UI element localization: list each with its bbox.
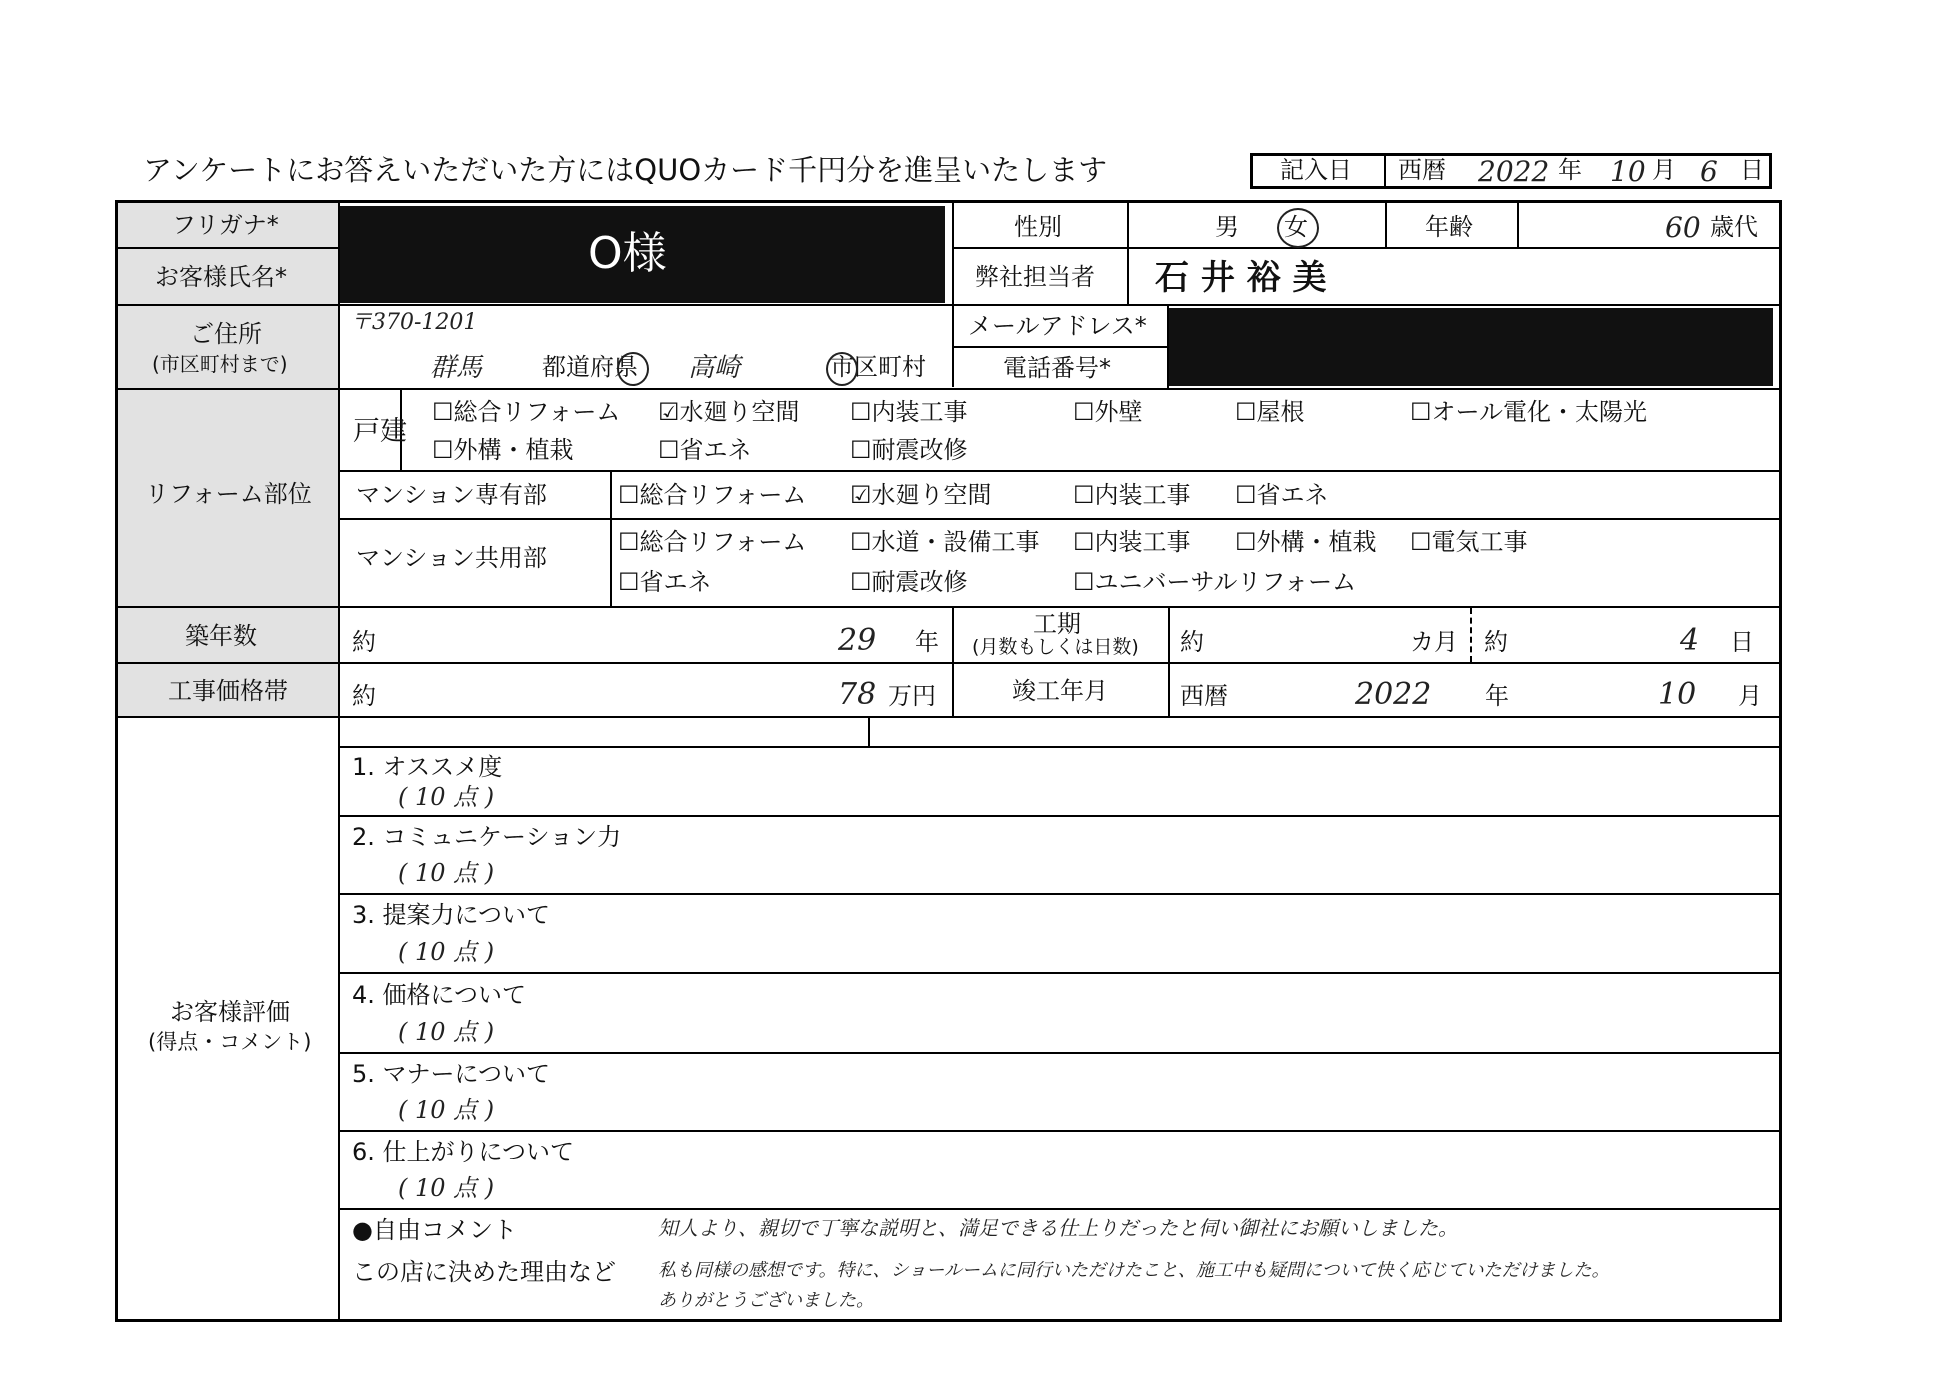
condo-common-label: マンション共用部 bbox=[356, 544, 547, 572]
condo-common-opt-6[interactable]: ☐省エネ bbox=[618, 568, 712, 596]
eval-item-4-title: 4. 価格について bbox=[352, 981, 527, 1009]
age-unit: 歳代 bbox=[1710, 213, 1758, 241]
entry-date-day: 6 bbox=[1700, 155, 1718, 188]
prefecture-label: 都道府県 bbox=[542, 353, 638, 381]
customer-name-value: O様 bbox=[588, 228, 667, 279]
entry-date-era: 西暦 bbox=[1398, 156, 1446, 184]
condo-common-opt-2[interactable]: ☐水道・設備工事 bbox=[850, 528, 1040, 556]
detached-opt-8[interactable]: ☐省エネ bbox=[658, 436, 752, 464]
detached-opt-1[interactable]: ☐総合リフォーム bbox=[432, 398, 621, 426]
eval-item-6-title: 6. 仕上がりについて bbox=[352, 1138, 575, 1166]
eval-item-5-title: 5. マナーについて bbox=[352, 1060, 551, 1088]
period-sub-label: (月数もしくは日数) bbox=[972, 636, 1139, 658]
gender-label: 性別 bbox=[1014, 213, 1062, 241]
detached-opt-6[interactable]: ☐オール電化・太陽光 bbox=[1410, 398, 1648, 426]
eval-item-1-score: ( 10 点 ) bbox=[398, 783, 495, 811]
entry-date-year: 2022 bbox=[1478, 155, 1550, 188]
gender-female: 女 bbox=[1284, 213, 1308, 241]
city-label: 市区町村 bbox=[830, 353, 926, 381]
completion-month: 10 bbox=[1658, 677, 1697, 712]
detached-opt-2[interactable]: ☑水廻り空間 bbox=[658, 398, 800, 426]
completion-label: 竣工年月 bbox=[1012, 677, 1108, 705]
condo-common-opt-4[interactable]: ☐外構・植栽 bbox=[1235, 528, 1377, 556]
address-sub-label: (市区町村まで) bbox=[152, 352, 288, 376]
customer-name-label: お客様氏名* bbox=[155, 263, 287, 291]
contact-redaction bbox=[1169, 308, 1773, 386]
furigana-label: フリガナ* bbox=[172, 211, 279, 239]
evaluation-label: お客様評価 bbox=[170, 998, 290, 1026]
completion-year: 2022 bbox=[1355, 677, 1432, 712]
eval-item-3-score: ( 10 点 ) bbox=[398, 938, 495, 966]
detached-opt-5[interactable]: ☐屋根 bbox=[1235, 398, 1305, 426]
condo-common-opt-8[interactable]: ☐ユニバーサルリフォーム bbox=[1073, 568, 1357, 596]
survey-notice: アンケートにお答えいただいた方にはQUOカード千円分を進呈いたします bbox=[143, 153, 1108, 187]
comment-line-1: 知人より、親切で丁寧な説明と、満足できる仕上りだったと伺い御社にお願いしました。 bbox=[658, 1216, 1458, 1240]
age-label: 年齢 bbox=[1425, 213, 1473, 241]
condo-private-label: マンション専有部 bbox=[356, 481, 547, 509]
eval-item-1-title: 1. オススメ度 bbox=[352, 753, 503, 781]
period-days-value: 4 bbox=[1680, 623, 1700, 658]
detached-opt-4[interactable]: ☐外壁 bbox=[1073, 398, 1143, 426]
email-label: メールアドレス* bbox=[968, 312, 1147, 340]
eval-item-2-score: ( 10 点 ) bbox=[398, 859, 495, 887]
condo-common-opt-7[interactable]: ☐耐震改修 bbox=[850, 568, 968, 596]
detached-opt-9[interactable]: ☐耐震改修 bbox=[850, 436, 968, 464]
eval-item-2-title: 2. コミュニケーション力 bbox=[352, 823, 622, 851]
staff-value: 石 井 裕 美 bbox=[1155, 258, 1327, 298]
building-age-label: 築年数 bbox=[185, 622, 257, 650]
staff-label: 弊社担当者 bbox=[975, 263, 1095, 291]
detached-opt-7[interactable]: ☐外構・植栽 bbox=[432, 436, 574, 464]
comment-line-3: ありがとうございました。 bbox=[658, 1290, 874, 1311]
eval-item-5-score: ( 10 点 ) bbox=[398, 1096, 495, 1124]
building-age-value: 29 bbox=[838, 623, 877, 658]
condo-common-opt-1[interactable]: ☐総合リフォーム bbox=[618, 528, 807, 556]
city-value: 高崎 bbox=[688, 353, 741, 383]
prefecture-value: 群馬 bbox=[430, 353, 483, 383]
evaluation-sub-label: (得点・コメント) bbox=[148, 1030, 312, 1054]
comment-line-2: 私も同様の感想です。特に、ショールームに同行いただけたこと、施工中も疑問について快く応じていただけました。 bbox=[658, 1260, 1610, 1281]
gender-male: 男 bbox=[1215, 213, 1239, 241]
postal-code: 〒370-1201 bbox=[350, 310, 478, 335]
phone-label: 電話番号* bbox=[1003, 354, 1111, 382]
address-label: ご住所 bbox=[190, 320, 262, 348]
reason-label: この店に決めた理由など bbox=[352, 1258, 616, 1286]
price-value: 78 bbox=[838, 677, 877, 712]
condo-common-opt-3[interactable]: ☐内装工事 bbox=[1073, 528, 1191, 556]
condo-private-opt-1[interactable]: ☐総合リフォーム bbox=[618, 481, 807, 509]
entry-date-month: 10 bbox=[1610, 155, 1646, 188]
entry-date-label: 記入日 bbox=[1280, 156, 1352, 184]
eval-item-6-score: ( 10 点 ) bbox=[398, 1174, 495, 1202]
eval-item-4-score: ( 10 点 ) bbox=[398, 1018, 495, 1046]
period-label: 工期 bbox=[1033, 610, 1081, 638]
free-comment-label: ●自由コメント bbox=[352, 1216, 517, 1244]
condo-common-opt-5[interactable]: ☐電気工事 bbox=[1410, 528, 1528, 556]
age-value: 60 bbox=[1665, 211, 1701, 244]
eval-item-3-title: 3. 提案力について bbox=[352, 901, 551, 929]
condo-private-opt-2[interactable]: ☑水廻り空間 bbox=[850, 481, 992, 509]
condo-private-opt-3[interactable]: ☐内装工事 bbox=[1073, 481, 1191, 509]
reform-label: リフォーム部位 bbox=[145, 480, 312, 508]
price-label: 工事価格帯 bbox=[168, 677, 288, 705]
detached-opt-3[interactable]: ☐内装工事 bbox=[850, 398, 968, 426]
detached-label: 戸建 bbox=[353, 416, 407, 447]
condo-private-opt-4[interactable]: ☐省エネ bbox=[1235, 481, 1329, 509]
